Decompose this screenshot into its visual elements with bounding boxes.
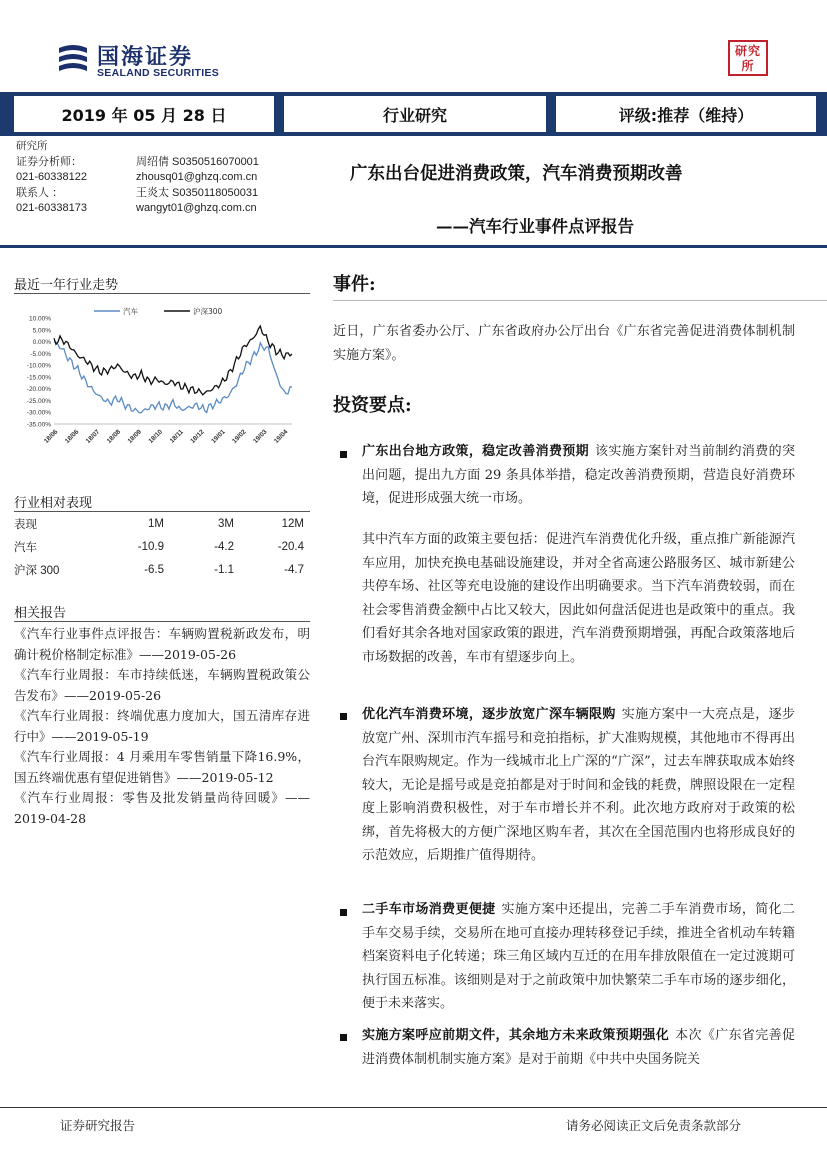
dept-label: 研究所 (16, 140, 48, 152)
event-head: 事件: (333, 274, 376, 295)
perf-header-row (14, 512, 304, 535)
related-list (14, 624, 310, 829)
related-report-link[interactable]: 《汽车行业周报：零售及批发销量尚待回暖》——2019-04-28 (14, 790, 310, 826)
perf-cell: -4.7 (284, 563, 304, 576)
legend-label: 沪深300 (193, 307, 223, 316)
footer-right: 请务必阅读正文后免责条款部分 (566, 1118, 742, 1133)
x-tick-label: 18/12 (189, 428, 206, 445)
perf-cell: 汽车 (14, 541, 37, 554)
contact-row (16, 170, 316, 186)
related-title: 相关报告 (14, 606, 67, 621)
contact-label: 联系人 ： (16, 186, 64, 199)
related-report-link[interactable]: 《汽车行业周报：4 月乘用车零售销量下降16.9%，国五终端优惠有望促进销售》——2019-05-12 (14, 749, 310, 785)
perf-cell: -10.9 (137, 540, 164, 553)
perf-cell: 1M (148, 517, 164, 530)
point-1-text: 该实施方案针对当前制约消费的突出问题，提出九方面 29 条具体举措，稳定改善消费预期，营造良好消费环境，促进形成强大统一市场。 (362, 444, 795, 506)
x-tick-label: 18/11 (168, 428, 185, 445)
perf-cell: 3M (218, 517, 234, 530)
point-1-heading: 广东出台地方政策，稳定改善消费预期 (362, 444, 590, 459)
contact-row (16, 201, 316, 217)
x-tick-label: 18/09 (126, 428, 144, 445)
perf-cell: 沪深 300 (14, 564, 60, 577)
y-tick-label: 10.00% (28, 315, 51, 323)
report-title: 广东出台促进消费政策，汽车消费预期改善 (350, 164, 683, 184)
y-tick-label: -20.00% (26, 386, 51, 394)
related-report-link[interactable]: 《汽车行业周报：终端优惠力度加大，国五清库存进行中》——2019-05-19 (14, 708, 310, 744)
bullet-icon (340, 909, 347, 916)
point-2-heading: 优化汽车消费环境，逐步放宽广深车辆限购 (362, 707, 616, 722)
x-tick-label: 18/08 (105, 428, 123, 445)
report-rating: 评级:推荐（维持） (556, 96, 816, 132)
x-tick-label: 19/01 (210, 428, 227, 445)
perf-cell: -4.2 (214, 540, 234, 553)
contact-label: 021-60338122 (16, 171, 87, 183)
contact-value: 周绍倩 S0350516070001 (136, 155, 259, 168)
perf-row (14, 535, 304, 558)
x-tick-label: 19/03 (252, 428, 269, 445)
x-tick-label: 18/07 (84, 428, 102, 445)
x-tick-label: 19/02 (231, 428, 248, 445)
point-2-text: 实施方案中一大亮点是，逐步放宽广州、深圳市汽车摇号和竞拍指标，扩大准购规模，其他地市不得再出台汽车限购规定。作为一线城市北上广深的“广深”，过去车牌获取成本始终较大，无论是摇号或是竞拍都是对于时间和金钱的耗费，牌照设限在一定程度上影响消费积极性，对于车市增长并不利。此次地方政府对于政策的松绑，首先将极大的方便广深地区购车者，其次在全国范围内也将形成良好的示范效应，后期推广值得期待。 (362, 707, 795, 863)
y-tick-label: -25.00% (26, 397, 51, 405)
perf-cell: 12M (281, 517, 304, 530)
point-4-heading: 实施方案呼应前期文件，其余地方未来政策预期强化 (362, 1028, 670, 1043)
point-2 (362, 703, 795, 868)
x-tick-label: 19/04 (272, 428, 290, 445)
y-tick-label: -35.00% (26, 421, 51, 429)
x-tick-label: 18/10 (147, 428, 164, 445)
perf-title: 行业相对表现 (14, 496, 93, 511)
point-3-heading: 二手车市场消费更便捷 (362, 902, 496, 917)
contact-value: zhousq01@ghzq.com.cn (136, 171, 258, 183)
perf-table (14, 512, 304, 581)
logo (55, 42, 255, 82)
point-4-text: 本次《广东省完善促进消费体制机制实施方案》是对于前期《中共中央国务院关 (362, 1028, 795, 1067)
perf-row (14, 558, 304, 581)
related-divider (14, 621, 310, 622)
perf-cell: -1.1 (214, 563, 234, 576)
y-tick-label: -15.00% (26, 374, 51, 382)
contacts-block (16, 139, 316, 217)
trend-divider (14, 293, 310, 294)
footer-left: 证券研究报告 (60, 1118, 136, 1133)
trend-title: 最近一年行业走势 (14, 278, 119, 293)
related-report-link[interactable]: 《汽车行业事件点评报告：车辆购置税新政发布，明确计税价格制定标准》——2019-05-26 (14, 626, 310, 662)
series-line-hs300 (54, 326, 292, 395)
point-1 (362, 440, 795, 511)
x-tick-label: 18/06 (42, 428, 60, 445)
bullet-icon (340, 1034, 347, 1041)
y-tick-label: -10.00% (26, 362, 51, 370)
contact-value: wangyt01@ghzq.com.cn (136, 202, 257, 214)
contact-value: 王炎太 S0350118050031 (136, 186, 259, 199)
legend-label: 汽车 (123, 307, 138, 316)
research-stamp (728, 40, 768, 76)
point-3 (362, 898, 795, 1016)
event-text: 近日，广东省委办公厅、广东省政府办公厅出台《广东省完善促进消费体制机制实施方案》。 (333, 324, 795, 363)
contact-row (16, 155, 316, 171)
bullet-icon (340, 713, 347, 720)
series-line-auto (54, 342, 292, 413)
points-head: 投资要点: (333, 395, 412, 416)
report-category: 行业研究 (284, 96, 546, 132)
trend-chart (14, 300, 310, 460)
perf-cell: 表现 (14, 518, 37, 531)
event-divider (333, 300, 827, 301)
title-divider (0, 245, 827, 248)
x-tick-label: 18/06 (63, 428, 81, 445)
y-tick-label: -30.00% (26, 409, 51, 417)
perf-cell: -20.4 (277, 540, 304, 553)
sealand-logo-icon (55, 42, 91, 78)
perf-cell: -6.5 (144, 563, 164, 576)
contact-label: 证券分析师： (16, 155, 82, 168)
y-tick-label: 5.00% (32, 327, 51, 335)
report-date: 2019 年 05 月 28 日 (14, 96, 274, 132)
stamp-text: 研究所 (734, 44, 761, 73)
contact-row (16, 186, 316, 202)
point-1-detail: 其中汽车方面的政策主要包括：促进汽车消费优化升级，重点推广新能源汽车应用，加快充换电基础设施建设，并对全省高速公路服务区、城市新建公共停车场、社区等充电设施的建设作出明确要求。当下汽车消费较弱，而在社会零售消费金额中占比又较大，因此如何盘活促进也是政策中的重点。我们看好其余各地对国家政策的跟进，汽车消费预期增强，再配合政策落地后市场数据的改善，车市有望逐步向上。 (362, 532, 795, 665)
bullet-icon (340, 451, 347, 458)
footer-divider (0, 1107, 827, 1108)
report-subtitle: ——汽车行业事件点评报告 (436, 217, 634, 236)
point-4 (362, 1024, 795, 1071)
point-3-text: 实施方案中还提出，完善二手车消费市场，简化二手车交易手续，交易所在地可直接办理转移登记手续，推进全省机动车转籍档案资料电子化转递；珠三角区域内互迁的在用车排放限值在一定过渡期可执行国五标准。该细则是对于之前政策中加快繁荣二手车市场的逐步细化，便于未来落实。 (362, 902, 795, 1011)
contact-label: 021-60338173 (16, 202, 87, 214)
related-report-link[interactable]: 《汽车行业周报：车市持续低迷，车辆购置税政策公告发布》——2019-05-26 (14, 667, 310, 703)
logo-en: SEALAND SECURITIES (97, 67, 220, 79)
y-tick-label: 0.00% (32, 339, 51, 347)
logo-cn: 国海证券 (97, 45, 194, 70)
y-tick-label: -5.00% (30, 350, 51, 358)
